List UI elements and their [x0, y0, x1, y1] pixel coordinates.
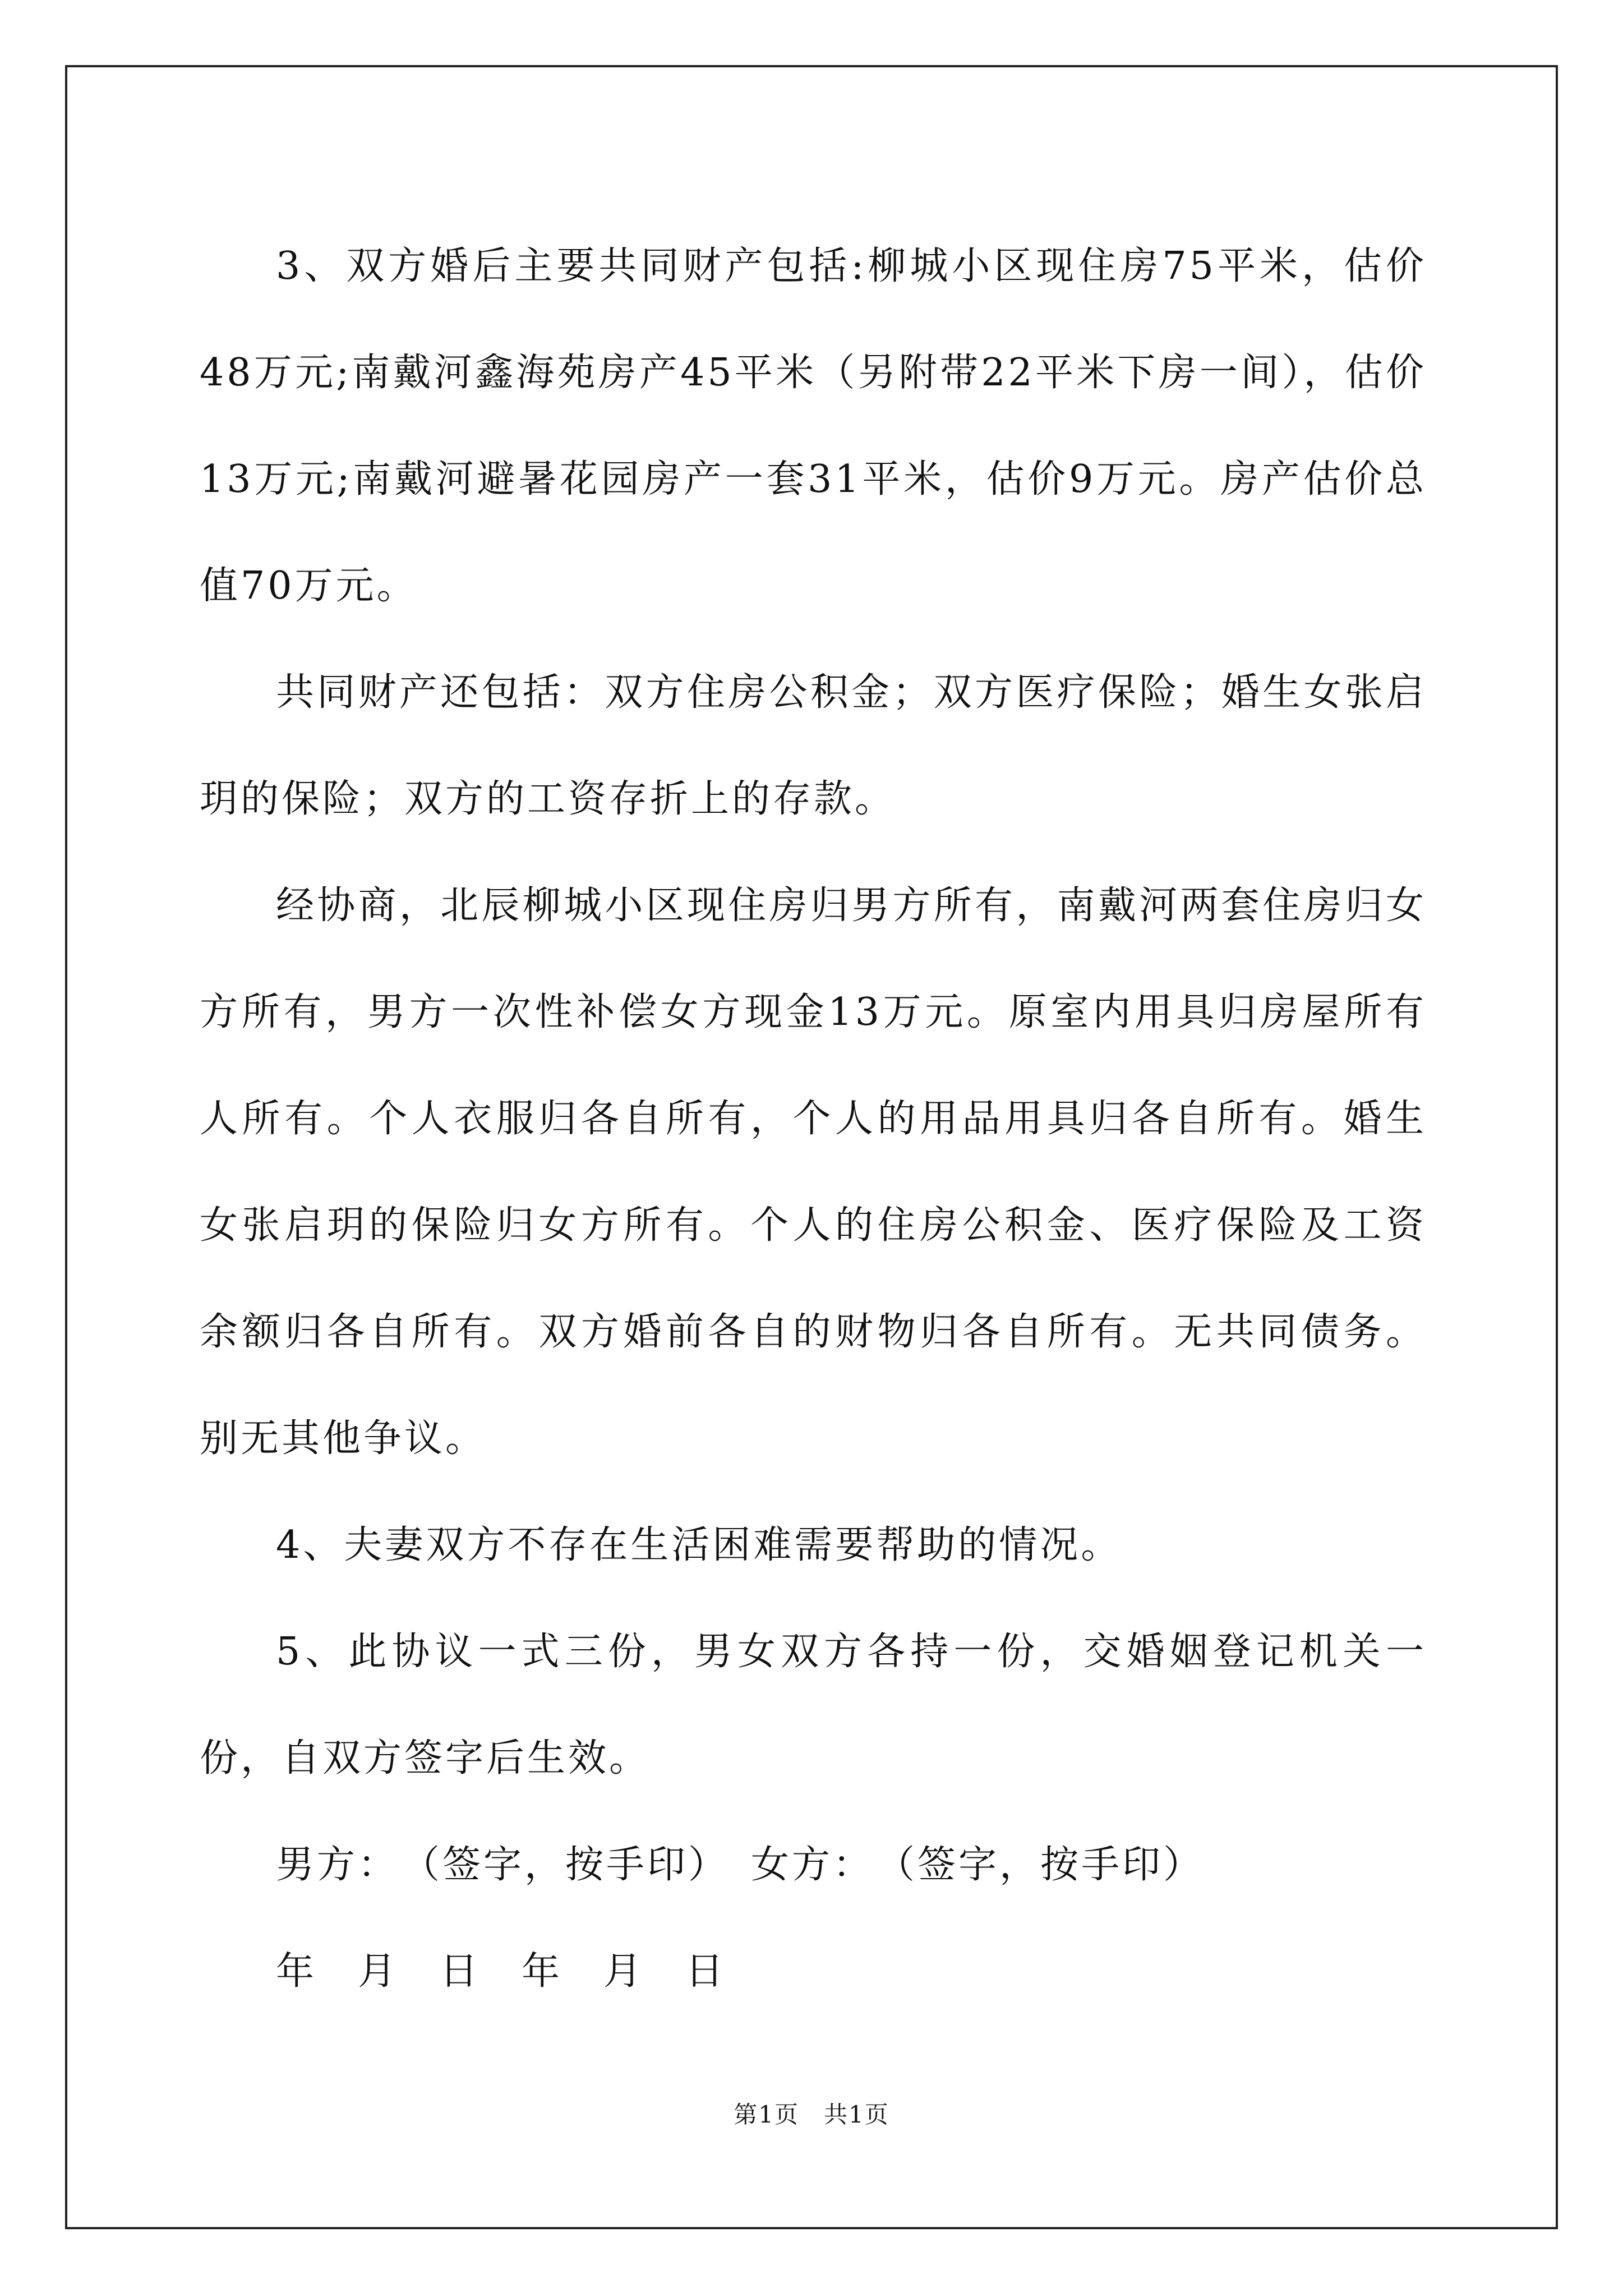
paragraph-no-hardship: 4、夫妻双方不存在生活困难需要帮助的情况。 [276, 1523, 1122, 1567]
page-footer: 第1页 共1页 [734, 2101, 889, 2128]
paragraph-joint-property: 3、双方婚后主要共同财产包括:柳城小区现住房75平米，估价48万元;南戴河鑫海苑房产45平米（另附带22平米下房一间），估价13万元;南戴河避暑花园房产一套31平米，估价9万元。房产估价总值70万元。 [200, 244, 1427, 608]
document-body [200, 213, 1427, 2025]
date-line: 年 月 日 年 月 日 [276, 1949, 727, 1994]
paragraph-property-division: 经协商，北辰柳城小区现住房归男方所有，南戴河两套住房归女方所有，男方一次性补偿女方现金13万元。原室内用具归房屋所有人所有。个人衣服归各自所有，个人的用品用具归各自所有。婚生女张启玥的保险归女方所有。个人的住房公积金、医疗保险及工资余额归各自所有。双方婚前各自的财物归各自所有。无共同债务。别无其他争议。 [200, 884, 1427, 1461]
signature-line: 男方： （签字，按手印） 女方： （签字，按手印） [276, 1843, 1205, 1887]
paragraph-other-joint-property: 共同财产还包括：双方住房公积金；双方医疗保险；婚生女张启玥的保险；双方的工资存折上的存款。 [200, 670, 1427, 821]
paragraph-copies-effect: 5、此协议一式三份，男女双方各持一份，交婚姻登记机关一份，自双方签字后生效。 [200, 1630, 1427, 1780]
